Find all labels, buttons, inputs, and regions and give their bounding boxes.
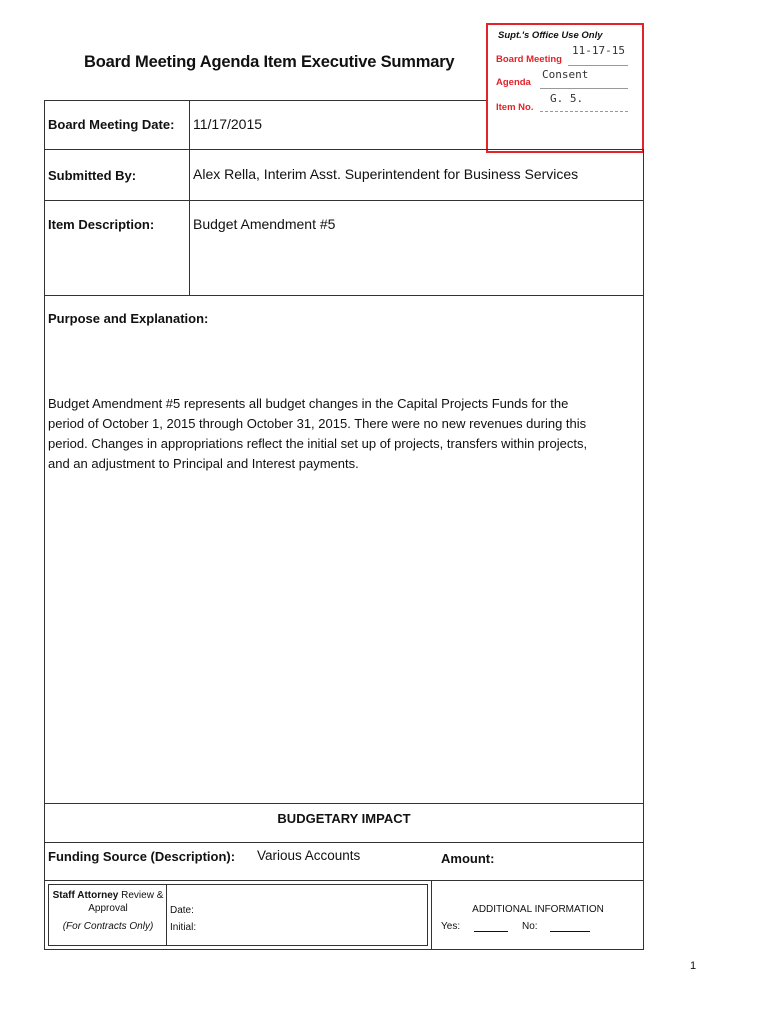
attorney-date-label: Date: (170, 905, 194, 916)
meeting-date-value: 11/17/2015 (193, 116, 263, 132)
yes-label: Yes: (441, 921, 461, 932)
item-description-value: Budget Amendment #5 (193, 216, 336, 232)
additional-info-heading: ADDITIONAL INFORMATION (472, 904, 604, 915)
attorney-title (51, 889, 165, 915)
funding-source-value: Various Accounts (257, 848, 361, 863)
stamp-line (540, 88, 628, 89)
stamp-line (568, 65, 628, 66)
stamp-heading: Supt.'s Office Use Only (498, 30, 603, 41)
stamp-line (540, 111, 628, 112)
row-divider (44, 842, 644, 843)
purpose-line: and an adjustment to Principal and Interest payments. (48, 456, 359, 471)
row-divider (44, 149, 644, 150)
purpose-text (48, 394, 643, 474)
purpose-label: Purpose and Explanation: (48, 311, 209, 326)
stamp-item-no-value: G. 5. (550, 92, 584, 105)
label-column-divider (189, 100, 190, 295)
stamp-board-meeting-value: 11-17-15 (572, 44, 625, 57)
purpose-line: period. Changes in appropriations reflect the initial set up of projects, transfers within projects, (48, 436, 588, 451)
row-divider (44, 200, 644, 201)
attorney-initial-label: Initial: (170, 922, 197, 933)
funding-source-label: Funding Source (Description): (48, 849, 236, 864)
attorney-note: (For Contracts Only) (62, 921, 154, 932)
attorney-title-rest: Review & (118, 890, 164, 901)
purpose-line: period of October 1, 2015 through October 31, 2015. There were no new revenues during this (48, 416, 587, 431)
attorney-title-line2: Approval (88, 903, 128, 914)
attorney-box (44, 880, 432, 950)
no-label: No: (522, 921, 538, 932)
page-title: Board Meeting Agenda Item Executive Summary (84, 53, 455, 71)
budgetary-impact-heading: BUDGETARY IMPACT (277, 811, 411, 826)
row-divider (44, 295, 644, 296)
stamp-agenda-value: Consent (542, 68, 589, 81)
form-top-border (44, 100, 486, 101)
row-divider (44, 803, 644, 804)
attorney-title-bold: Staff Attorney (52, 890, 119, 901)
stamp-board-meeting-label: Board Meeting (496, 54, 562, 65)
office-use-stamp (486, 23, 644, 153)
stamp-agenda-label: Agenda (496, 77, 531, 88)
attorney-divider (166, 884, 167, 946)
item-description-label: Item Description: (48, 217, 155, 232)
submitted-by-value: Alex Rella, Interim Asst. Superintendent for Business Services (193, 166, 579, 182)
meeting-date-label: Board Meeting Date: (48, 117, 175, 132)
page-number: 1 (690, 960, 697, 972)
purpose-line: Budget Amendment #5 represents all budget changes in the Capital Projects Funds for the (48, 396, 569, 411)
form-right-border (643, 149, 644, 950)
submitted-by-label: Submitted By: (48, 168, 137, 183)
yes-blank-line (474, 931, 508, 932)
stamp-item-no-label: Item No. (496, 102, 534, 113)
no-blank-line (550, 931, 590, 932)
amount-label: Amount: (441, 851, 495, 866)
form-bottom-border (432, 949, 644, 950)
